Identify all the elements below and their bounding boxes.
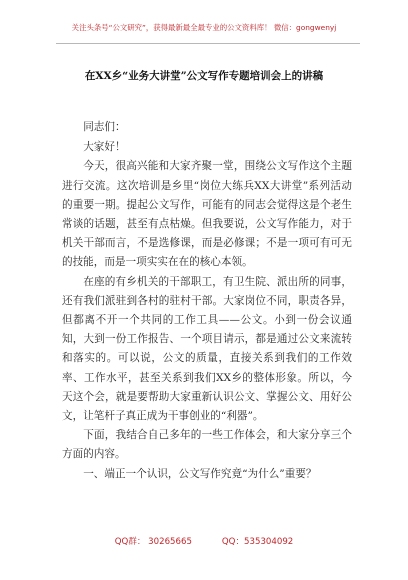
footer-qq-group: QQ群： 30265665	[114, 537, 192, 547]
header-banner: 关注头条号“公文研究”，获得最新最全最专业的公文资料库！ 微信：gongwenyj	[71, 23, 337, 32]
salutation: 同志们：	[83, 121, 126, 133]
footer-qq: QQ：535304092	[221, 537, 294, 547]
paragraph-audience: 在座的有乡机关的干部职工，有卫生院、派出所的同事，还有我们派驻到各村的驻村干部。大家岗位不同，职责各异，但都离不开一个共同的工作工具——公文。小到一份会议通知，大到一份工作报告、一个项目请示，都是通过公文来流转和落实的。可以说，公文的质量，直接关系到我们的工作效率、工作水平，甚至关系到我们XX乡的整体形象。所以，今天这个会，就是要帮助大家重新认识公文、掌握公文、用好公文，让笔杆子真正成为干事创业的“利器”。	[62, 275, 352, 423]
paragraph-intro: 今天，很高兴能和大家齐聚一堂，围绕公文写作这个主题进行交流。这次培训是乡里“岗位大练兵XX大讲堂”系列活动的重要一期。提起公文写作，可能有的同志会觉得这是个老生常谈的话题，甚至有点枯燥。但我要说，公文写作能力，对于机关干部而言，不是选修课，而是必修课；不是一项可有可无的技能，而是一项实实在在的核心本领。	[62, 160, 352, 269]
footer-contact	[0, 535, 408, 547]
document-title: 在XX乡“业务大讲堂”公文写作专题培训会上的讲稿	[84, 70, 324, 82]
section-heading-1: 一、端正一个认识，公文写作究竟“为什么”重要？	[83, 467, 317, 480]
header-divider	[56, 43, 360, 44]
paragraph-outline: 下面，我结合自己多年的一些工作体会，和大家分享三个方面的内容。	[62, 429, 352, 461]
greeting: 大家好！	[83, 141, 126, 154]
document-body	[62, 118, 352, 484]
